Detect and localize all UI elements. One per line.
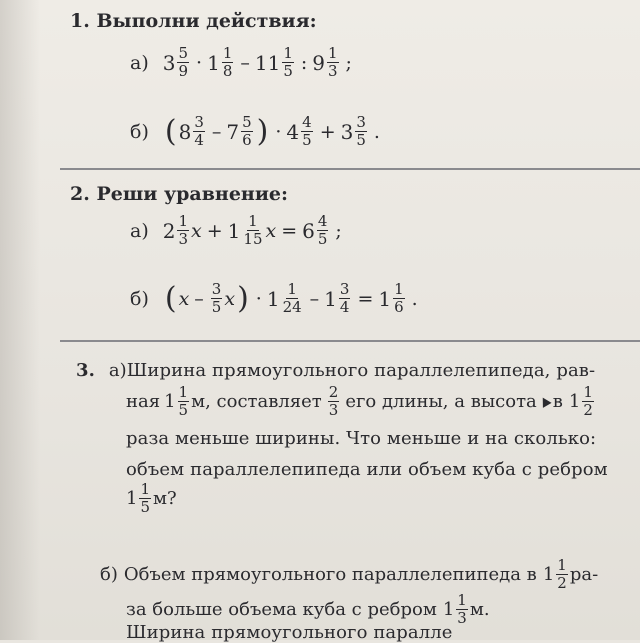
whole: 1 xyxy=(442,599,455,620)
task1a-label: а) xyxy=(130,51,149,74)
task2-heading xyxy=(70,183,288,205)
punctuation: ; xyxy=(345,51,352,74)
whole: 9 xyxy=(312,50,325,75)
variable: x xyxy=(191,219,202,242)
text: за больше объема куба с ребром xyxy=(126,599,437,620)
task3b-label: б) xyxy=(100,564,118,585)
whole: 1 xyxy=(126,488,138,509)
text: в xyxy=(552,391,563,412)
whole: 7 xyxy=(226,119,240,144)
fraction: $\frac{1}{6}$ xyxy=(394,280,404,316)
whole: 1 xyxy=(207,50,220,75)
fraction: $\frac{1}{5}$ xyxy=(283,44,293,80)
task3a-line2 xyxy=(126,385,596,418)
task1-title: Выполни действия: xyxy=(96,10,317,32)
text: его длины, а высота xyxy=(345,391,537,412)
task3a-line4: объем параллелепипеда или объем куба с ребром xyxy=(126,459,608,480)
paren: ( xyxy=(164,280,177,316)
text: Ширина прямоугольного параллелепипеда, рав- xyxy=(126,360,596,381)
whole: 1 xyxy=(542,564,555,585)
task3a-line5 xyxy=(126,482,177,515)
fraction: $\frac{1}{8}$ xyxy=(222,44,233,80)
page-shadow xyxy=(0,0,40,640)
whole: 1 xyxy=(266,286,280,311)
text: м, составляет xyxy=(191,391,322,412)
task2-title: Реши уравнение: xyxy=(96,183,289,205)
task2a-label: а) xyxy=(130,219,149,242)
paren: ) xyxy=(237,280,249,316)
whole: 11 xyxy=(254,50,281,75)
variable: x xyxy=(178,287,190,310)
task2b-label: б) xyxy=(130,287,149,310)
punctuation: . xyxy=(411,287,418,310)
fraction: $\frac{5}{9}$ xyxy=(178,44,189,80)
operator: : xyxy=(300,51,308,74)
fraction: $\frac{1}{2}$ xyxy=(583,383,593,419)
operator: = xyxy=(281,219,298,242)
task1-number: 1. xyxy=(70,10,90,32)
task2-number: 2. xyxy=(70,183,90,205)
cursor-icon xyxy=(538,395,551,408)
whole: 3 xyxy=(162,50,176,75)
fraction: $\frac{1}{5}$ xyxy=(140,480,150,516)
fraction: $\frac{3}{5}$ xyxy=(356,113,366,149)
paren: ( xyxy=(164,113,177,149)
task3b-line3: Ширина прямоугольного паралле xyxy=(126,622,453,643)
task3a-label: а) xyxy=(108,360,127,381)
operator: – xyxy=(194,287,204,310)
text: ная xyxy=(126,391,161,412)
operator: + xyxy=(319,120,336,143)
text: м. xyxy=(469,599,490,620)
whole: 1 xyxy=(164,391,176,412)
operator: · xyxy=(275,120,282,143)
variable: x xyxy=(224,287,236,310)
task1-heading xyxy=(70,10,317,32)
whole: 2 xyxy=(162,218,176,243)
fraction: $\frac{3}{4}$ xyxy=(339,280,350,316)
fraction: $\frac{1}{2}$ xyxy=(557,556,567,592)
whole: 6 xyxy=(302,218,315,243)
operator: – xyxy=(240,51,250,74)
task3a-line1 xyxy=(76,360,595,381)
fraction: $\frac{1}{3}$ xyxy=(328,44,338,80)
operator: · xyxy=(196,51,203,74)
fraction: $\frac{1}{3}$ xyxy=(457,591,467,627)
paren: ) xyxy=(256,113,269,149)
divider xyxy=(60,340,640,342)
fraction: $\frac{3}{4}$ xyxy=(194,113,204,149)
whole: 1 xyxy=(378,286,392,311)
fraction: $\frac{4}{5}$ xyxy=(302,113,312,149)
fraction: $\frac{1}{24}$ xyxy=(282,280,302,316)
text: м? xyxy=(153,488,177,509)
variable: x xyxy=(265,219,277,242)
whole: 1 xyxy=(227,218,241,243)
operator: + xyxy=(206,219,223,242)
operator: · xyxy=(255,287,262,310)
task2a-equation xyxy=(130,214,347,247)
whole: 8 xyxy=(178,119,192,144)
whole: 1 xyxy=(324,286,337,311)
text: Объем прямоугольного параллелепипеда в xyxy=(123,564,537,585)
operator: – xyxy=(309,287,320,310)
fraction: $\frac{5}{6}$ xyxy=(242,113,252,149)
task2b-equation xyxy=(130,282,423,315)
fraction: $\frac{2}{3}$ xyxy=(328,383,339,419)
fraction: $\frac{3}{5}$ xyxy=(211,280,222,316)
fraction: $\frac{1}{3}$ xyxy=(178,212,189,248)
task1a-expression xyxy=(130,46,357,79)
fraction: $\frac{4}{5}$ xyxy=(317,212,328,248)
fraction: $\frac{1}{5}$ xyxy=(178,383,189,419)
task1b-label: б) xyxy=(130,120,149,143)
whole: 1 xyxy=(568,391,581,412)
task3a-line3: раза меньше ширины. Что меньше и на сколько: xyxy=(126,428,597,449)
text: ра- xyxy=(569,564,599,585)
punctuation: ; xyxy=(335,219,342,242)
operator: – xyxy=(211,120,222,143)
punctuation: . xyxy=(373,120,380,143)
divider xyxy=(60,168,640,170)
task1b-expression xyxy=(130,115,385,148)
whole: 3 xyxy=(340,119,354,144)
whole: 4 xyxy=(286,119,300,144)
task3b-line1 xyxy=(100,558,598,591)
task3-number: 3. xyxy=(76,360,95,381)
fraction: $\frac{1}{15}$ xyxy=(243,212,263,248)
operator: = xyxy=(357,287,374,310)
